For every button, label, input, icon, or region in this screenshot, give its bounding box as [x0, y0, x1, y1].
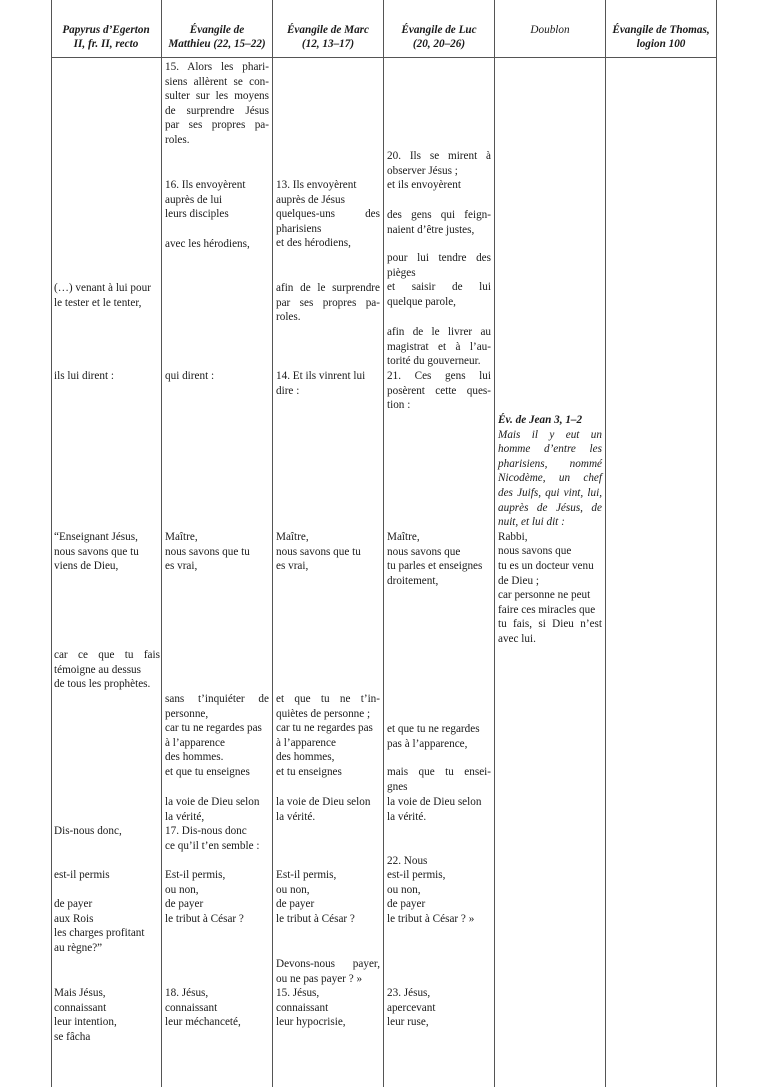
text-line: la voie de Dieu selon	[165, 796, 260, 808]
marc-4	[276, 692, 380, 780]
luc-6	[387, 868, 491, 926]
header-line: Doublon	[530, 24, 570, 36]
marc-6	[276, 868, 380, 926]
text-line: personne,	[165, 707, 209, 720]
text-line: pharisiens	[276, 222, 322, 235]
column-divider	[605, 0, 606, 1087]
egerton-3	[54, 530, 160, 574]
text-line: de tous les prophètes.	[54, 678, 151, 691]
header-line: Évangile de Thomas,	[612, 24, 710, 36]
text-line: des gens qui feign-	[387, 209, 491, 221]
text-line: des Juifs, qui vint, lui,	[498, 486, 602, 499]
text-line: nous savons que	[498, 545, 572, 558]
header-line: Évangile de	[189, 24, 245, 36]
column-divider	[161, 0, 162, 1087]
text-line: ou non,	[387, 883, 421, 896]
text-line: auprès de Jésus, de	[498, 501, 602, 514]
text-line: par ses propres pa-	[276, 296, 380, 309]
text-line: 16. Ils envoyèrent	[165, 179, 246, 191]
text-line: de payer	[165, 898, 204, 911]
text-line: avec lui.	[498, 632, 536, 645]
text-line: Mais il y eut un	[498, 428, 602, 441]
text-line: pas à l’apparence,	[387, 737, 468, 750]
text-line: 18. Jésus,	[165, 987, 209, 999]
egerton-1	[54, 281, 160, 310]
text-line: 23. Jésus,	[387, 987, 431, 999]
text-line: leur intention,	[54, 1016, 117, 1029]
text-line: connaissant	[165, 1001, 218, 1014]
text-line: sulter sur les moyens	[165, 90, 269, 103]
matthieu-3	[165, 530, 269, 574]
text-line: ils lui dirent :	[54, 370, 114, 382]
luc-4b	[387, 765, 491, 794]
header-matthieu	[164, 24, 270, 51]
text-line: observer Jésus ;	[387, 164, 458, 177]
text-line: naient d’être justes,	[387, 223, 475, 236]
header-luc	[386, 24, 492, 51]
text-line: est-il permis	[54, 869, 110, 881]
text-line: Maître,	[387, 531, 420, 543]
header-line: (20, 20–26)	[412, 37, 466, 50]
text-line: sans t’inquiéter de	[165, 693, 269, 705]
text-line: mais que tu ensei-	[387, 766, 491, 778]
text-line: posèrent cette ques-	[387, 384, 491, 397]
text-line: (…) venant à lui pour	[54, 282, 151, 294]
text-line: Dis-nous donc,	[54, 825, 122, 837]
header-thomas	[608, 24, 714, 51]
text-line: car tu ne regardes pas	[165, 722, 262, 735]
text-line: par ses propres pa-	[165, 119, 269, 132]
matthieu-4b	[165, 795, 269, 824]
text-line: et tu enseignes	[276, 765, 342, 778]
egerton-4	[54, 648, 160, 692]
synopsis-table	[51, 0, 717, 1087]
text-line: quiètes de personne ;	[276, 707, 371, 720]
text-line: car personne ne peut	[498, 589, 591, 602]
matthieu-v16b	[165, 237, 269, 252]
luc-v23	[387, 986, 491, 1030]
text-line: aux Rois	[54, 912, 94, 925]
text-line: dire :	[276, 384, 300, 397]
text-line: leur méchanceté,	[165, 1016, 241, 1029]
header-line: Papyrus d’Egerton	[62, 24, 150, 36]
text-line: nous savons que tu	[54, 545, 139, 558]
text-line: nous savons que tu	[276, 545, 361, 558]
text-line: auprès de Jésus	[276, 193, 345, 206]
text-line: ou non,	[165, 883, 199, 896]
text-line: tu fais, si Dieu n’est	[498, 618, 602, 631]
text-line: leur hypocrisie,	[276, 1016, 346, 1029]
text-line: quelques-uns des	[276, 208, 380, 221]
text-line: témoigne au dessus	[54, 663, 141, 676]
text-line: 17. Dis-nous donc	[165, 825, 247, 837]
header-line: logion 100	[636, 37, 686, 50]
text-line: apercevant	[387, 1001, 436, 1014]
text-line: Mais Jésus,	[54, 987, 106, 999]
column-divider	[494, 0, 495, 1087]
text-line: roles.	[276, 311, 301, 324]
text-line: et saisir de lui	[387, 281, 491, 294]
egerton-5	[54, 824, 160, 839]
jean-text	[498, 530, 602, 647]
marc-v15	[276, 986, 380, 1030]
text-line: “Enseignant Jésus,	[54, 531, 138, 543]
egerton-2	[54, 369, 160, 384]
text-line: à l’apparence	[276, 736, 336, 749]
marc-v13	[276, 178, 380, 251]
text-line: Nicodème, un chef	[498, 472, 602, 485]
text-line: gnes	[387, 780, 408, 793]
text-line: et des hérodiens,	[276, 237, 351, 250]
text-line: siens allèrent se con-	[165, 75, 269, 88]
text-line: leurs disciples	[165, 208, 229, 221]
matthieu-4	[165, 692, 269, 780]
marc-v13b	[276, 281, 380, 325]
luc-3	[387, 530, 491, 588]
matthieu-6	[165, 868, 269, 926]
luc-v22	[387, 854, 491, 869]
text-line: leur ruse,	[387, 1016, 429, 1029]
column-divider	[383, 0, 384, 1087]
matthieu-v15	[165, 60, 269, 148]
text-line: de payer	[387, 898, 426, 911]
matthieu-v16	[165, 178, 269, 222]
column-divider	[51, 0, 52, 1087]
text-line: quelque parole,	[387, 295, 456, 308]
text-line: car ce que tu fais	[54, 649, 160, 661]
text-line: de surprendre Jésus	[165, 104, 269, 117]
text-line: la vérité,	[165, 810, 205, 823]
text-line: le tester et le tenter,	[54, 296, 142, 309]
text-line: se fâcha	[54, 1030, 91, 1043]
text-line: qui dirent :	[165, 370, 215, 382]
header-marc	[275, 24, 381, 51]
egerton-7	[54, 897, 160, 955]
header-doublon	[497, 24, 603, 38]
marc-7	[276, 957, 380, 986]
jean-reference: Év. de Jean 3, 1–2	[498, 414, 583, 426]
text-line: est-il permis,	[387, 869, 446, 881]
header-line: Matthieu (22, 15–22)	[168, 37, 266, 50]
text-line: pièges	[387, 266, 416, 279]
text-line: Rabbi,	[498, 530, 528, 543]
text-line: es vrai,	[276, 560, 309, 573]
text-line: magistrat et à l’au-	[387, 340, 491, 353]
text-line: 21. Ces gens lui	[387, 370, 491, 382]
text-line: connaissant	[276, 1001, 329, 1014]
text-line: es vrai,	[165, 560, 198, 573]
header-line: (12, 13–17)	[301, 37, 355, 50]
text-line: la voie de Dieu selon	[387, 796, 482, 808]
text-line: Maître,	[165, 531, 198, 543]
text-line: tu parles et enseignes	[387, 560, 483, 573]
text-line: 15. Jésus,	[276, 987, 320, 999]
text-line: de Dieu ;	[498, 574, 540, 587]
marc-v14	[276, 369, 380, 398]
text-line: homme d’entre les	[498, 443, 602, 456]
luc-v20c	[387, 251, 491, 309]
marc-3	[276, 530, 380, 574]
text-line: Devons-nous payer,	[276, 958, 380, 970]
luc-4	[387, 722, 491, 751]
text-line: 15. Alors les phari-	[165, 61, 269, 73]
text-line: le tribut à César ?	[276, 912, 355, 925]
text-line: et que tu ne regardes	[387, 723, 480, 735]
column-divider	[272, 0, 273, 1087]
text-line: auprès de lui	[165, 193, 223, 206]
egerton-6	[54, 868, 160, 883]
text-line: ce qu’il t’en semble :	[165, 839, 260, 852]
text-line: afin de le surprendre	[276, 282, 380, 294]
text-line: faire ces miracles que	[498, 603, 596, 616]
text-line: pour lui tendre des	[387, 252, 491, 264]
text-line: connaissant	[54, 1001, 107, 1014]
text-line: Maître,	[276, 531, 309, 543]
text-line: la voie de Dieu selon	[276, 796, 371, 808]
luc-v21	[387, 369, 491, 413]
text-line: la vérité.	[387, 810, 427, 823]
text-line: viens de Dieu,	[54, 560, 119, 573]
header-line: Évangile de Luc	[401, 24, 477, 36]
text-line: et ils envoyèrent	[387, 179, 461, 192]
text-line: tu es un docteur venu	[498, 559, 594, 572]
header-line: II, fr. II, recto	[73, 37, 139, 50]
text-line: le tribut à César ? »	[387, 912, 475, 925]
text-line: nuit, et lui dit :	[498, 516, 565, 529]
text-line: Est-il permis,	[276, 869, 337, 881]
text-line: Est-il permis,	[165, 869, 226, 881]
column-divider	[716, 0, 717, 1087]
luc-4c	[387, 795, 491, 824]
text-line: des hommes.	[165, 751, 224, 764]
text-line: nous savons que tu	[165, 545, 250, 558]
header-divider	[51, 57, 717, 58]
text-line: et que tu enseignes	[165, 765, 250, 778]
text-line: nous savons que	[387, 545, 461, 558]
marc-4b	[276, 795, 380, 824]
text-line: le tribut à César ?	[165, 912, 244, 925]
egerton-8	[54, 986, 160, 1044]
text-line: torité du gouverneur.	[387, 355, 481, 368]
text-line: car tu ne regardes pas	[276, 722, 373, 735]
text-line: la vérité.	[276, 810, 316, 823]
text-line: afin de le livrer au	[387, 326, 491, 338]
text-line: les charges profitant	[54, 927, 145, 940]
matthieu-2	[165, 369, 269, 384]
text-line: tion :	[387, 399, 411, 412]
luc-v20	[387, 149, 491, 193]
text-line: 13. Ils envoyèrent	[276, 179, 357, 191]
text-line: ou non,	[276, 883, 310, 896]
jean-italic	[498, 428, 602, 530]
text-line: de payer	[54, 898, 93, 910]
text-line: avec les hérodiens,	[165, 238, 250, 250]
text-line: de payer	[276, 898, 315, 911]
text-line: au règne?”	[54, 941, 103, 954]
text-line: pharisiens, nommé	[498, 457, 602, 470]
text-line: ou ne pas payer ? »	[276, 972, 363, 985]
matthieu-v18	[165, 986, 269, 1030]
jean-passage	[498, 413, 602, 647]
text-line: 22. Nous	[387, 855, 428, 867]
header-line: Évangile de Marc	[286, 24, 370, 36]
luc-v20b	[387, 208, 491, 237]
text-line: et que tu ne t’in-	[276, 693, 380, 705]
text-line: des hommes,	[276, 751, 335, 764]
luc-v20d	[387, 325, 491, 369]
matthieu-v17	[165, 824, 269, 853]
text-line: roles.	[165, 133, 190, 146]
text-line: 20. Ils se mirent à	[387, 150, 491, 162]
text-line: à l’apparence	[165, 736, 225, 749]
text-line: 14. Et ils vinrent lui	[276, 370, 366, 382]
header-egerton	[53, 24, 159, 51]
text-line: droitement,	[387, 574, 439, 587]
